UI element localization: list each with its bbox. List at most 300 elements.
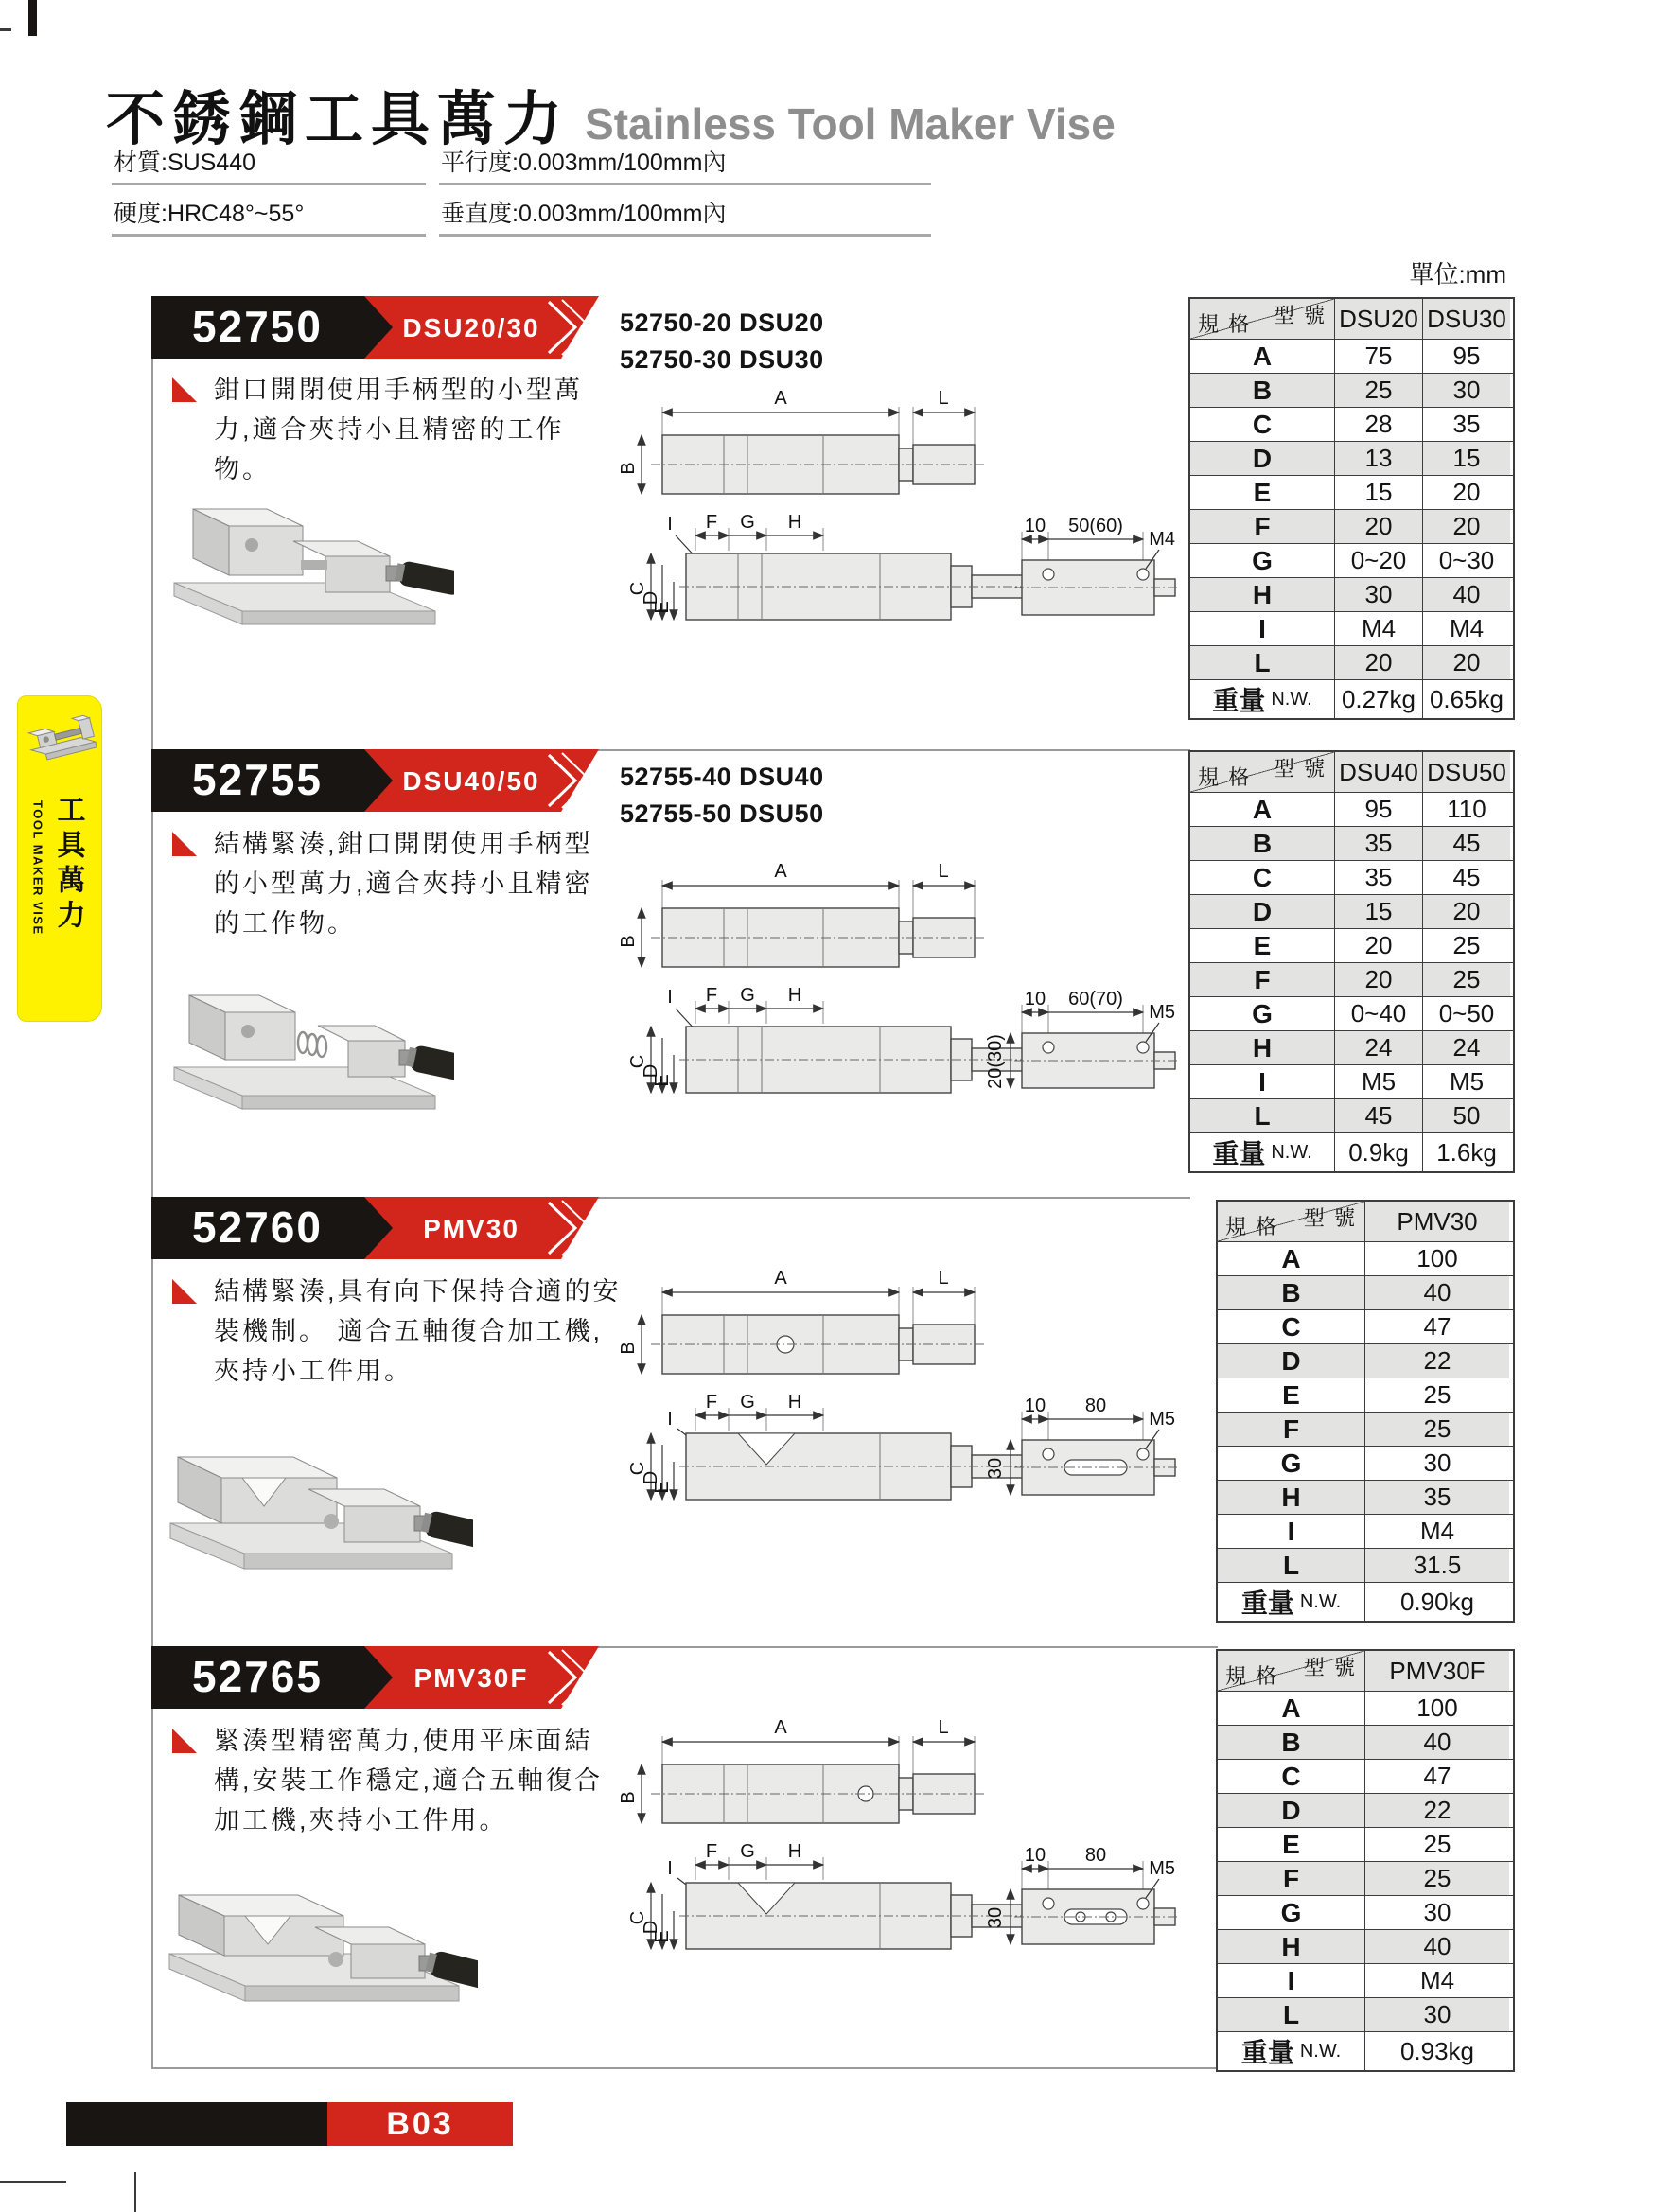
table-header-row	[1218, 1651, 1513, 1691]
table-corner-cell	[1218, 1651, 1364, 1691]
table-row	[1218, 1378, 1513, 1412]
table-row	[1218, 1725, 1513, 1759]
material-specs	[112, 142, 931, 237]
cell-value: 30	[1364, 1998, 1509, 2031]
table-row	[1190, 928, 1513, 962]
row-label	[1218, 1828, 1364, 1861]
mini-vise-icon	[23, 707, 97, 764]
cell-value: 20	[1334, 963, 1422, 996]
row-label-text: E	[1253, 477, 1272, 507]
dim-label-G: G	[740, 512, 755, 533]
row-label	[1218, 2032, 1364, 2070]
dim-label-G: G	[740, 985, 755, 1006]
cell-value: M5	[1422, 1065, 1510, 1098]
row-label	[1190, 442, 1334, 475]
row-label	[1218, 1896, 1364, 1929]
spec-table-52750	[1188, 297, 1515, 720]
row-label-text: G	[1280, 1897, 1302, 1927]
cell-value: 30	[1364, 1447, 1509, 1480]
model-line: 52755-40 DSU40	[620, 763, 824, 791]
corner-spec-label: 規 格	[1198, 312, 1252, 336]
row-label	[1190, 793, 1334, 826]
cell-value: 20	[1422, 646, 1510, 679]
crop-mark	[134, 2172, 136, 2212]
plate-thread-label: M4	[1149, 529, 1175, 550]
cell-value: 0.93kg	[1364, 2032, 1509, 2070]
corner-model-label: 型 號	[1303, 1656, 1357, 1679]
row-label	[1190, 646, 1334, 679]
row-label-text: A	[1252, 794, 1273, 824]
row-label-text: A	[1281, 1243, 1301, 1273]
row-label	[1190, 1065, 1334, 1098]
table-row	[1218, 1793, 1513, 1827]
row-label-text: 重量	[1212, 1139, 1266, 1168]
cell-value: M4	[1364, 1515, 1509, 1548]
row-label	[1218, 1481, 1364, 1514]
page-number: B03	[386, 2105, 454, 2142]
cell-value: 35	[1364, 1481, 1509, 1514]
cell-value: 25	[1364, 1378, 1509, 1412]
row-label-text: D	[1252, 443, 1273, 473]
spec-parallelism: 平行度:0.003mm/100mm內	[439, 142, 931, 185]
row-label	[1190, 476, 1334, 509]
model-line: 52750-20 DSU20	[620, 308, 824, 337]
section-52750-banner	[151, 296, 629, 359]
row-label	[1218, 1930, 1364, 1963]
table-row	[1218, 1412, 1513, 1446]
side-tab-tool-maker-vise	[17, 695, 102, 1022]
cell-value: 45	[1422, 827, 1510, 860]
cell-value: 75	[1334, 340, 1422, 373]
cell-value: 1.6kg	[1422, 1133, 1510, 1171]
cell-value: 50	[1422, 1099, 1510, 1132]
row-label	[1218, 1378, 1364, 1412]
product-code: 52760	[192, 1203, 323, 1252]
plate-offset-label: 10	[1024, 1396, 1046, 1416]
table-row	[1190, 407, 1513, 441]
plate-thread-label: M5	[1149, 1858, 1175, 1879]
cell-value: 28	[1334, 408, 1422, 441]
plate-height-label: 30	[985, 1457, 1006, 1480]
crop-mark	[0, 2181, 66, 2183]
row-label-text: L	[1282, 1550, 1300, 1580]
model-list	[620, 759, 824, 833]
row-label	[1218, 1344, 1364, 1378]
row-label-text: I	[1258, 1066, 1266, 1097]
model-badge: PMV30F	[413, 1663, 529, 1693]
table-row	[1190, 1030, 1513, 1064]
cell-value: M4	[1364, 1964, 1509, 1997]
cell-value: 25	[1422, 929, 1510, 962]
row-label	[1218, 1862, 1364, 1895]
dim-label-H: H	[787, 1392, 802, 1413]
table-header-row	[1190, 299, 1513, 339]
table-row	[1190, 441, 1513, 475]
row-label-text: E	[1282, 1829, 1300, 1859]
table-row	[1218, 1827, 1513, 1861]
description-text: 鉗口開閉使用手柄型的小型萬力,適合夾持小且精密的工作物。	[214, 376, 583, 483]
cell-value: 0.9kg	[1334, 1133, 1422, 1171]
side-tab-text	[17, 795, 102, 936]
table-corner-cell	[1190, 752, 1334, 792]
table-row	[1190, 611, 1513, 645]
cell-value: 100	[1364, 1692, 1509, 1725]
table-column-header: DSU50	[1422, 752, 1510, 792]
model-badge: DSU20/30	[402, 313, 540, 342]
cell-value: 35	[1422, 408, 1510, 441]
table-row	[1190, 509, 1513, 543]
table-column-header: DSU40	[1334, 752, 1422, 792]
cell-value: 47	[1364, 1310, 1509, 1343]
row-label	[1218, 1310, 1364, 1343]
crop-mark	[0, 28, 11, 31]
technical-drawing-52750	[596, 378, 1183, 691]
row-label-text: B	[1252, 828, 1273, 858]
cell-value: 0~20	[1334, 544, 1422, 577]
row-label-text: F	[1254, 511, 1271, 541]
table-row	[1218, 1275, 1513, 1309]
dim-label-A: A	[774, 861, 787, 882]
row-label-suffix: N.W.	[1299, 1590, 1342, 1612]
table-row	[1190, 577, 1513, 611]
table-header-row	[1218, 1202, 1513, 1241]
cell-value: 30	[1334, 578, 1422, 611]
cell-value: M4	[1334, 612, 1422, 645]
table-row	[1190, 1098, 1513, 1132]
cell-value: 40	[1364, 1276, 1509, 1309]
spec-table-52765	[1216, 1649, 1515, 2072]
row-label	[1190, 895, 1334, 928]
cell-value: M4	[1422, 612, 1510, 645]
dim-label-D: D	[641, 1920, 661, 1935]
table-row	[1218, 1861, 1513, 1895]
cell-value: 20	[1422, 895, 1510, 928]
dim-label-B: B	[618, 462, 639, 475]
row-label	[1218, 1447, 1364, 1480]
row-label-text: B	[1281, 1727, 1301, 1757]
dim-label-H: H	[787, 985, 802, 1006]
dim-label-E: E	[652, 1074, 673, 1087]
row-label-text: D	[1252, 896, 1273, 926]
table-row	[1218, 1929, 1513, 1963]
product-photo-52755	[161, 946, 454, 1121]
dim-label-I: I	[667, 1858, 673, 1879]
plate-height-label: 30	[985, 1906, 1006, 1929]
section-52760-banner	[151, 1197, 629, 1259]
product-photo-52750	[161, 454, 454, 639]
cell-value: 47	[1364, 1760, 1509, 1793]
unit-label: 單位:mm	[1409, 260, 1506, 289]
dim-label-C: C	[627, 581, 648, 596]
cell-value: 0~50	[1422, 997, 1510, 1030]
row-label	[1218, 1692, 1364, 1725]
plate-offset-label: 10	[1024, 516, 1046, 536]
dim-label-F: F	[705, 1392, 718, 1413]
cell-value: 0~40	[1334, 997, 1422, 1030]
table-row	[1190, 962, 1513, 996]
table-row	[1218, 1582, 1513, 1621]
row-label	[1190, 827, 1334, 860]
section-52765-banner	[151, 1646, 629, 1709]
dim-label-G: G	[740, 1841, 755, 1862]
product-code: 52765	[192, 1652, 323, 1701]
table-row	[1190, 1132, 1513, 1171]
dim-label-C: C	[627, 1461, 648, 1476]
plate-offset-label: 10	[1024, 1845, 1046, 1866]
cell-value: 25	[1364, 1413, 1509, 1446]
dim-label-D: D	[641, 1470, 661, 1485]
dim-label-A: A	[774, 1717, 787, 1738]
product-code: 52755	[192, 755, 323, 804]
table-row	[1190, 860, 1513, 894]
red-triangle-icon	[172, 377, 197, 402]
cell-value: 20	[1334, 646, 1422, 679]
plate-thread-label: M5	[1149, 1409, 1175, 1430]
cell-value: 15	[1334, 895, 1422, 928]
cell-value: 0~30	[1422, 544, 1510, 577]
row-label	[1218, 1998, 1364, 2031]
dim-label-F: F	[705, 985, 718, 1006]
crop-mark	[28, 0, 37, 36]
cell-value: 45	[1334, 1099, 1422, 1132]
row-label-text: C	[1281, 1311, 1301, 1342]
cell-value: 100	[1364, 1242, 1509, 1275]
plate-span-label: 50(60)	[1068, 516, 1123, 536]
cell-value: 25	[1334, 374, 1422, 407]
row-label-text: I	[1287, 1965, 1295, 1995]
table-row	[1218, 1548, 1513, 1582]
row-label	[1190, 544, 1334, 577]
dim-label-F: F	[705, 1841, 718, 1862]
table-row	[1218, 1759, 1513, 1793]
table-row	[1218, 1343, 1513, 1378]
table-column-header: PMV30	[1364, 1202, 1509, 1241]
row-label	[1218, 1583, 1364, 1621]
table-row	[1218, 1895, 1513, 1929]
cell-value: 30	[1364, 1896, 1509, 1929]
row-label-text: A	[1252, 341, 1273, 371]
description-text: 結構緊湊,具有向下保持合適的安裝機制。 適合五軸復合加工機,夾持小工件用。	[214, 1277, 622, 1385]
dim-label-C: C	[627, 1910, 648, 1925]
table-row	[1218, 1241, 1513, 1275]
cell-value: 20	[1334, 929, 1422, 962]
model-line: 52755-50 DSU50	[620, 799, 824, 829]
table-row	[1218, 2031, 1513, 2070]
dim-label-E: E	[652, 1930, 673, 1943]
row-label-text: D	[1281, 1345, 1301, 1376]
row-label-text: G	[1280, 1448, 1302, 1478]
cell-value: 0.65kg	[1422, 680, 1510, 718]
corner-model-label: 型 號	[1303, 1206, 1357, 1230]
dim-label-D: D	[641, 590, 661, 606]
table-row	[1218, 1446, 1513, 1480]
row-label-text: C	[1281, 1761, 1301, 1791]
table-row	[1190, 894, 1513, 928]
product-photo-52760	[151, 1391, 473, 1589]
plate-span-label: 60(70)	[1068, 989, 1123, 1009]
table-row	[1190, 826, 1513, 860]
row-label-text: F	[1282, 1413, 1300, 1444]
dim-label-H: H	[787, 1841, 802, 1862]
page-title-en: Stainless Tool Maker Vise	[585, 99, 1116, 149]
row-label	[1218, 1515, 1364, 1548]
row-label	[1190, 963, 1334, 996]
table-row	[1218, 1963, 1513, 1997]
plate-offset-label: 10	[1024, 989, 1046, 1009]
row-label-text: E	[1253, 930, 1272, 960]
table-row	[1218, 1480, 1513, 1514]
table-column-header: DSU30	[1422, 299, 1510, 339]
row-label	[1190, 1031, 1334, 1064]
row-label	[1218, 1726, 1364, 1759]
section-52765-description	[172, 1722, 626, 1841]
dim-label-L: L	[938, 388, 949, 409]
table-column-header: DSU20	[1334, 299, 1422, 339]
dim-label-B: B	[618, 1342, 639, 1355]
dim-label-G: G	[740, 1392, 755, 1413]
cell-value: 25	[1364, 1828, 1509, 1861]
cell-value: 25	[1422, 963, 1510, 996]
section-52755-description	[172, 825, 617, 944]
cell-value: 25	[1364, 1862, 1509, 1895]
table-corner-cell	[1218, 1202, 1364, 1241]
row-label	[1218, 1549, 1364, 1582]
table-row	[1190, 645, 1513, 679]
cell-value: 0.27kg	[1334, 680, 1422, 718]
cell-value: 24	[1422, 1031, 1510, 1064]
row-label-text: I	[1258, 613, 1266, 643]
row-label	[1190, 408, 1334, 441]
row-label-suffix: N.W.	[1271, 688, 1312, 710]
table-corner-cell	[1190, 299, 1334, 339]
dim-label-I: I	[667, 1409, 673, 1430]
side-tab-label-zh: 工具萬力	[52, 795, 84, 935]
cell-value: 22	[1364, 1794, 1509, 1827]
row-label	[1190, 1133, 1334, 1171]
dim-label-L: L	[938, 1717, 949, 1738]
row-label-text: L	[1282, 1999, 1300, 2029]
table-row	[1190, 792, 1513, 826]
cell-value: 35	[1334, 861, 1422, 894]
row-label-text: D	[1281, 1795, 1301, 1825]
row-label-text: H	[1252, 579, 1273, 609]
red-triangle-icon	[172, 1729, 197, 1753]
table-row	[1218, 1309, 1513, 1343]
cell-value: 45	[1422, 861, 1510, 894]
row-label	[1190, 997, 1334, 1030]
table-row	[1190, 475, 1513, 509]
side-tab-label-en: TOOL MAKER VISE	[30, 800, 45, 936]
plate-height-label: 20(30)	[985, 1034, 1006, 1089]
dim-label-E: E	[652, 601, 673, 614]
row-label	[1190, 680, 1334, 718]
row-label	[1190, 340, 1334, 373]
dim-label-H: H	[787, 512, 802, 533]
corner-spec-label: 規 格	[1225, 1664, 1279, 1688]
footer-bar	[66, 2102, 327, 2146]
spec-material: 材質:SUS440	[112, 142, 426, 185]
cell-value: M5	[1334, 1065, 1422, 1098]
corner-spec-label: 規 格	[1198, 765, 1252, 789]
table-row	[1190, 679, 1513, 718]
cell-value: 20	[1334, 510, 1422, 543]
row-label	[1218, 1964, 1364, 1997]
row-label-text: I	[1287, 1516, 1295, 1546]
row-label-text: E	[1282, 1379, 1300, 1410]
row-label	[1218, 1760, 1364, 1793]
cell-value: 0.90kg	[1364, 1583, 1509, 1621]
cell-value: 40	[1422, 578, 1510, 611]
model-badge: DSU40/50	[402, 766, 540, 796]
dim-label-I: I	[667, 987, 673, 1008]
model-badge: PMV30	[423, 1214, 519, 1243]
table-row	[1218, 1997, 1513, 2031]
red-triangle-icon	[172, 1279, 197, 1304]
plate-span-label: 80	[1084, 1845, 1107, 1866]
row-label	[1218, 1242, 1364, 1275]
corner-model-label: 型 號	[1273, 757, 1327, 781]
row-label	[1218, 1794, 1364, 1827]
page-title-zh: 不銹鋼工具萬力	[106, 87, 571, 152]
section-52755-banner	[151, 749, 629, 812]
section-52760-description	[172, 1273, 626, 1392]
row-label	[1190, 929, 1334, 962]
row-label	[1218, 1413, 1364, 1446]
row-label-text: 重量	[1240, 2038, 1294, 2067]
cell-value: 40	[1364, 1726, 1509, 1759]
row-label-suffix: N.W.	[1271, 1141, 1312, 1163]
spec-table-52760	[1216, 1200, 1515, 1623]
spec-hardness: 硬度:HRC48°~55°	[112, 193, 426, 237]
row-label-suffix: N.W.	[1299, 2040, 1342, 2062]
description-text: 結構緊湊,鉗口開閉使用手柄型的小型萬力,適合夾持小且精密的工作物。	[214, 830, 593, 938]
spec-table-52755	[1188, 750, 1515, 1173]
row-label-text: B	[1281, 1277, 1301, 1308]
row-label	[1218, 1276, 1364, 1309]
table-column-header: PMV30F	[1364, 1651, 1509, 1691]
dim-label-C: C	[627, 1054, 648, 1069]
table-header-row	[1190, 752, 1513, 792]
dim-label-L: L	[938, 861, 949, 882]
dim-label-F: F	[705, 512, 718, 533]
cell-value: 35	[1334, 827, 1422, 860]
cell-value: 95	[1422, 340, 1510, 373]
table-row	[1218, 1514, 1513, 1548]
row-label-text: B	[1252, 375, 1273, 405]
row-label-text: G	[1252, 545, 1273, 575]
cell-value: 13	[1334, 442, 1422, 475]
row-label-text: F	[1254, 964, 1271, 994]
cell-value: 22	[1364, 1344, 1509, 1378]
dim-label-A: A	[774, 1268, 787, 1289]
dim-label-D: D	[641, 1063, 661, 1079]
row-label	[1190, 612, 1334, 645]
table-row	[1190, 339, 1513, 373]
row-label-text: 重量	[1212, 686, 1266, 715]
page-number-badge	[327, 2102, 513, 2146]
technical-drawing-52760	[596, 1258, 1183, 1571]
row-label-text: 重量	[1240, 1589, 1294, 1618]
cell-value: 110	[1422, 793, 1510, 826]
technical-drawing-52755	[596, 851, 1183, 1164]
plate-thread-label: M5	[1149, 1002, 1175, 1023]
dim-label-I: I	[667, 514, 673, 535]
cell-value: 95	[1334, 793, 1422, 826]
table-row	[1218, 1691, 1513, 1725]
row-label	[1190, 578, 1334, 611]
table-row	[1190, 373, 1513, 407]
row-label-text: H	[1281, 1482, 1301, 1512]
